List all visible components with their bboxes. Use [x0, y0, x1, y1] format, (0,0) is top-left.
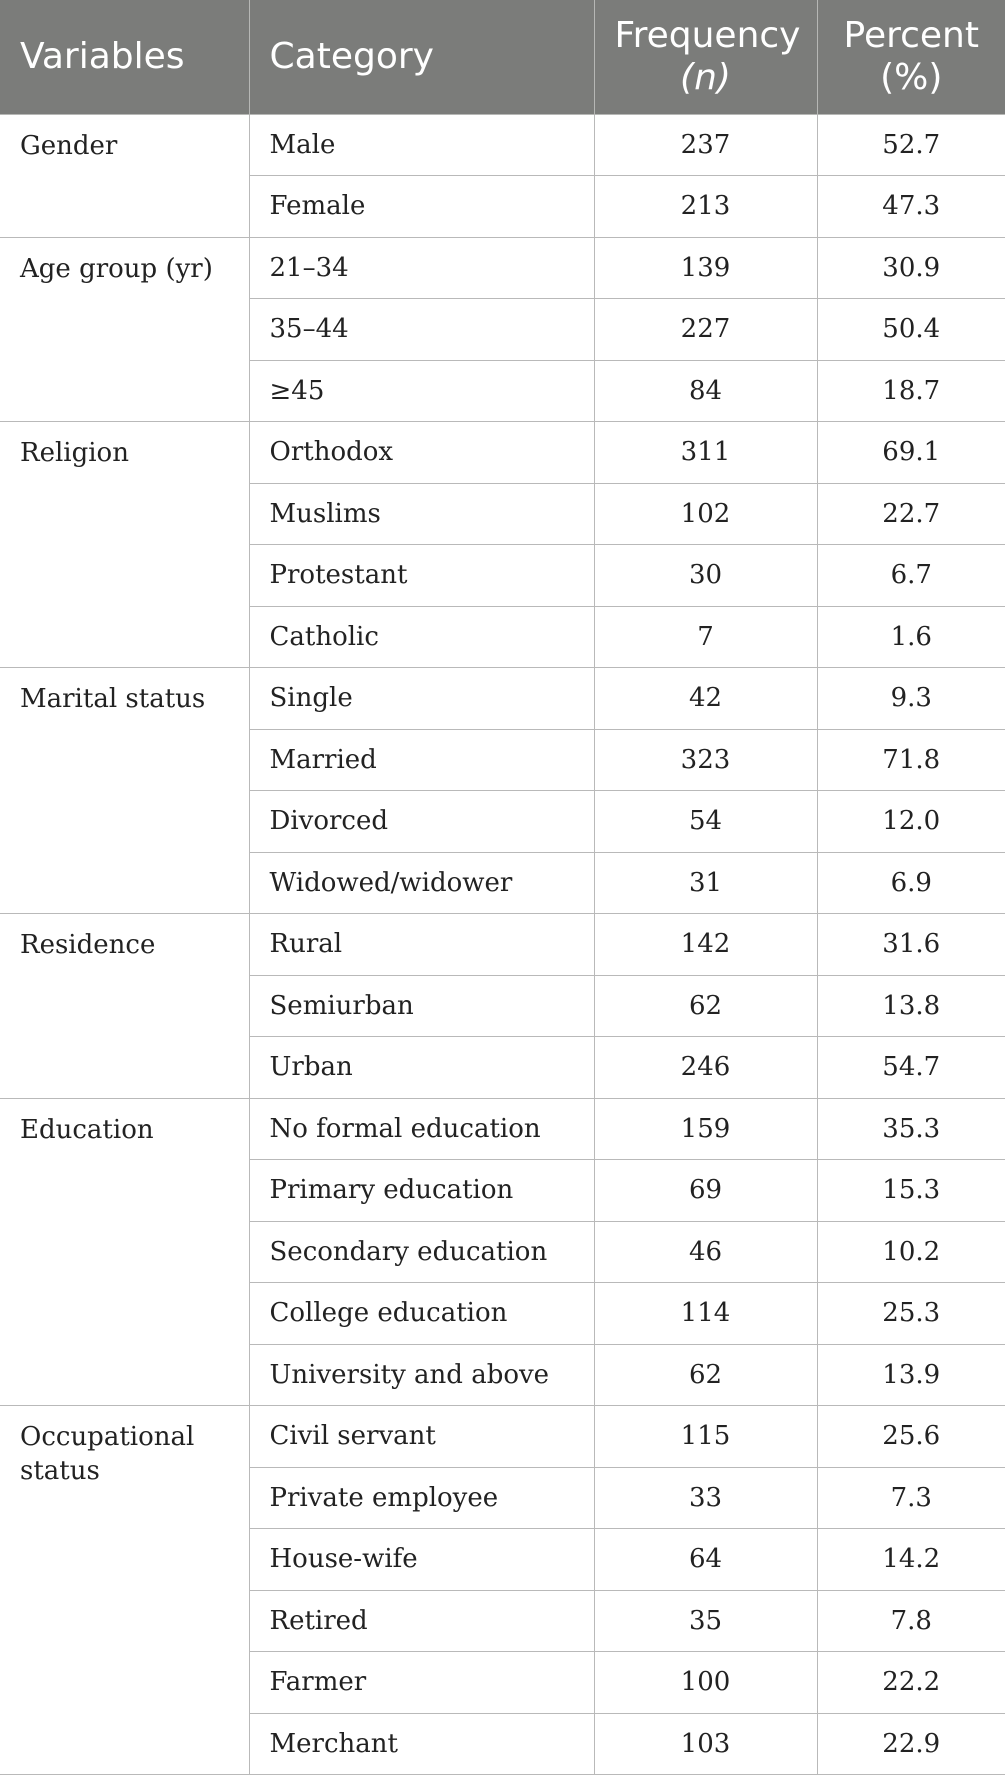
percent-cell: 7.8: [817, 1590, 1005, 1652]
variable-cell: Age group (yr): [0, 237, 249, 422]
frequency-cell: 102: [594, 483, 817, 545]
variable-cell: Residence: [0, 914, 249, 1099]
frequency-cell: 100: [594, 1652, 817, 1714]
frequency-cell: 62: [594, 1344, 817, 1406]
percent-cell: 7.3: [817, 1467, 1005, 1529]
percent-cell: 22.2: [817, 1652, 1005, 1714]
category-cell: Farmer: [249, 1652, 594, 1714]
category-cell: Married: [249, 729, 594, 791]
category-cell: Retired: [249, 1590, 594, 1652]
percent-cell: 35.3: [817, 1098, 1005, 1160]
variable-cell: Occupational status: [0, 1406, 249, 1775]
percent-cell: 50.4: [817, 299, 1005, 361]
percent-cell: 71.8: [817, 729, 1005, 791]
percent-cell: 6.9: [817, 852, 1005, 914]
category-cell: Single: [249, 668, 594, 730]
percent-cell: 13.9: [817, 1344, 1005, 1406]
percent-cell: 47.3: [817, 176, 1005, 238]
frequency-cell: 54: [594, 791, 817, 853]
frequency-cell: 159: [594, 1098, 817, 1160]
frequency-cell: 114: [594, 1283, 817, 1345]
frequency-cell: 69: [594, 1160, 817, 1222]
category-cell: Merchant: [249, 1713, 594, 1775]
table-row: [0, 114, 1005, 176]
frequency-cell: 31: [594, 852, 817, 914]
frequency-cell: 213: [594, 176, 817, 238]
header-frequency-unit-line: [615, 57, 797, 99]
percent-cell: 13.8: [817, 975, 1005, 1037]
category-cell: Catholic: [249, 606, 594, 668]
header-percent: [817, 0, 1005, 114]
frequency-cell: 84: [594, 360, 817, 422]
category-cell: Male: [249, 114, 594, 176]
frequency-cell: 30: [594, 545, 817, 607]
header-percent-label: Percent: [843, 14, 979, 56]
frequency-cell: 115: [594, 1406, 817, 1468]
category-cell: Primary education: [249, 1160, 594, 1222]
category-cell: No formal education: [249, 1098, 594, 1160]
percent-cell: 10.2: [817, 1221, 1005, 1283]
category-cell: Urban: [249, 1037, 594, 1099]
frequency-cell: 246: [594, 1037, 817, 1099]
frequency-cell: 323: [594, 729, 817, 791]
header-variables: [0, 0, 249, 114]
category-cell: Protestant: [249, 545, 594, 607]
percent-cell: 69.1: [817, 422, 1005, 484]
frequency-cell: 33: [594, 1467, 817, 1529]
percent-cell: 18.7: [817, 360, 1005, 422]
header-frequency-unit: (n): [680, 56, 731, 98]
frequency-cell: 46: [594, 1221, 817, 1283]
table-row: [0, 668, 1005, 730]
percent-cell: 25.6: [817, 1406, 1005, 1468]
category-cell: Orthodox: [249, 422, 594, 484]
header-variables-label: Variables: [20, 35, 185, 77]
percent-cell: 54.7: [817, 1037, 1005, 1099]
variable-cell: Gender: [0, 114, 249, 237]
table-row: [0, 914, 1005, 976]
category-cell: Widowed/widower: [249, 852, 594, 914]
table-body: [0, 114, 1005, 1775]
frequency-cell: 7: [594, 606, 817, 668]
frequency-cell: 35: [594, 1590, 817, 1652]
table-row: [0, 422, 1005, 484]
percent-cell: 25.3: [817, 1283, 1005, 1345]
variable-cell: Marital status: [0, 668, 249, 914]
percent-cell: 14.2: [817, 1529, 1005, 1591]
table-header: [0, 0, 1005, 114]
category-cell: Secondary education: [249, 1221, 594, 1283]
category-cell: 21–34: [249, 237, 594, 299]
percent-cell: 30.9: [817, 237, 1005, 299]
percent-cell: 15.3: [817, 1160, 1005, 1222]
category-cell: ≥45: [249, 360, 594, 422]
header-percent-unit: (%): [880, 56, 943, 98]
percent-cell: 9.3: [817, 668, 1005, 730]
category-cell: Private employee: [249, 1467, 594, 1529]
category-cell: Semiurban: [249, 975, 594, 1037]
category-cell: 35–44: [249, 299, 594, 361]
variable-cell: Religion: [0, 422, 249, 668]
frequency-cell: 311: [594, 422, 817, 484]
percent-cell: 22.7: [817, 483, 1005, 545]
frequency-cell: 237: [594, 114, 817, 176]
category-cell: Divorced: [249, 791, 594, 853]
header-row: [0, 0, 1005, 114]
category-cell: University and above: [249, 1344, 594, 1406]
frequency-cell: 139: [594, 237, 817, 299]
header-category: [249, 0, 594, 114]
percent-cell: 6.7: [817, 545, 1005, 607]
frequency-cell: 227: [594, 299, 817, 361]
category-cell: Rural: [249, 914, 594, 976]
percent-cell: 1.6: [817, 606, 1005, 668]
header-category-label: Category: [269, 35, 434, 77]
frequency-cell: 103: [594, 1713, 817, 1775]
category-cell: Civil servant: [249, 1406, 594, 1468]
percent-cell: 22.9: [817, 1713, 1005, 1775]
percent-cell: 31.6: [817, 914, 1005, 976]
frequency-cell: 42: [594, 668, 817, 730]
frequency-cell: 62: [594, 975, 817, 1037]
frequency-cell: 142: [594, 914, 817, 976]
variable-cell: Education: [0, 1098, 249, 1406]
table-row: [0, 237, 1005, 299]
header-frequency: [594, 0, 817, 114]
percent-cell: 12.0: [817, 791, 1005, 853]
table-row: [0, 1098, 1005, 1160]
percent-cell: 52.7: [817, 114, 1005, 176]
category-cell: College education: [249, 1283, 594, 1345]
category-cell: House-wife: [249, 1529, 594, 1591]
frequency-cell: 64: [594, 1529, 817, 1591]
category-cell: Muslims: [249, 483, 594, 545]
table-row: [0, 1406, 1005, 1468]
category-cell: Female: [249, 176, 594, 238]
header-frequency-label: Frequency: [614, 14, 801, 56]
